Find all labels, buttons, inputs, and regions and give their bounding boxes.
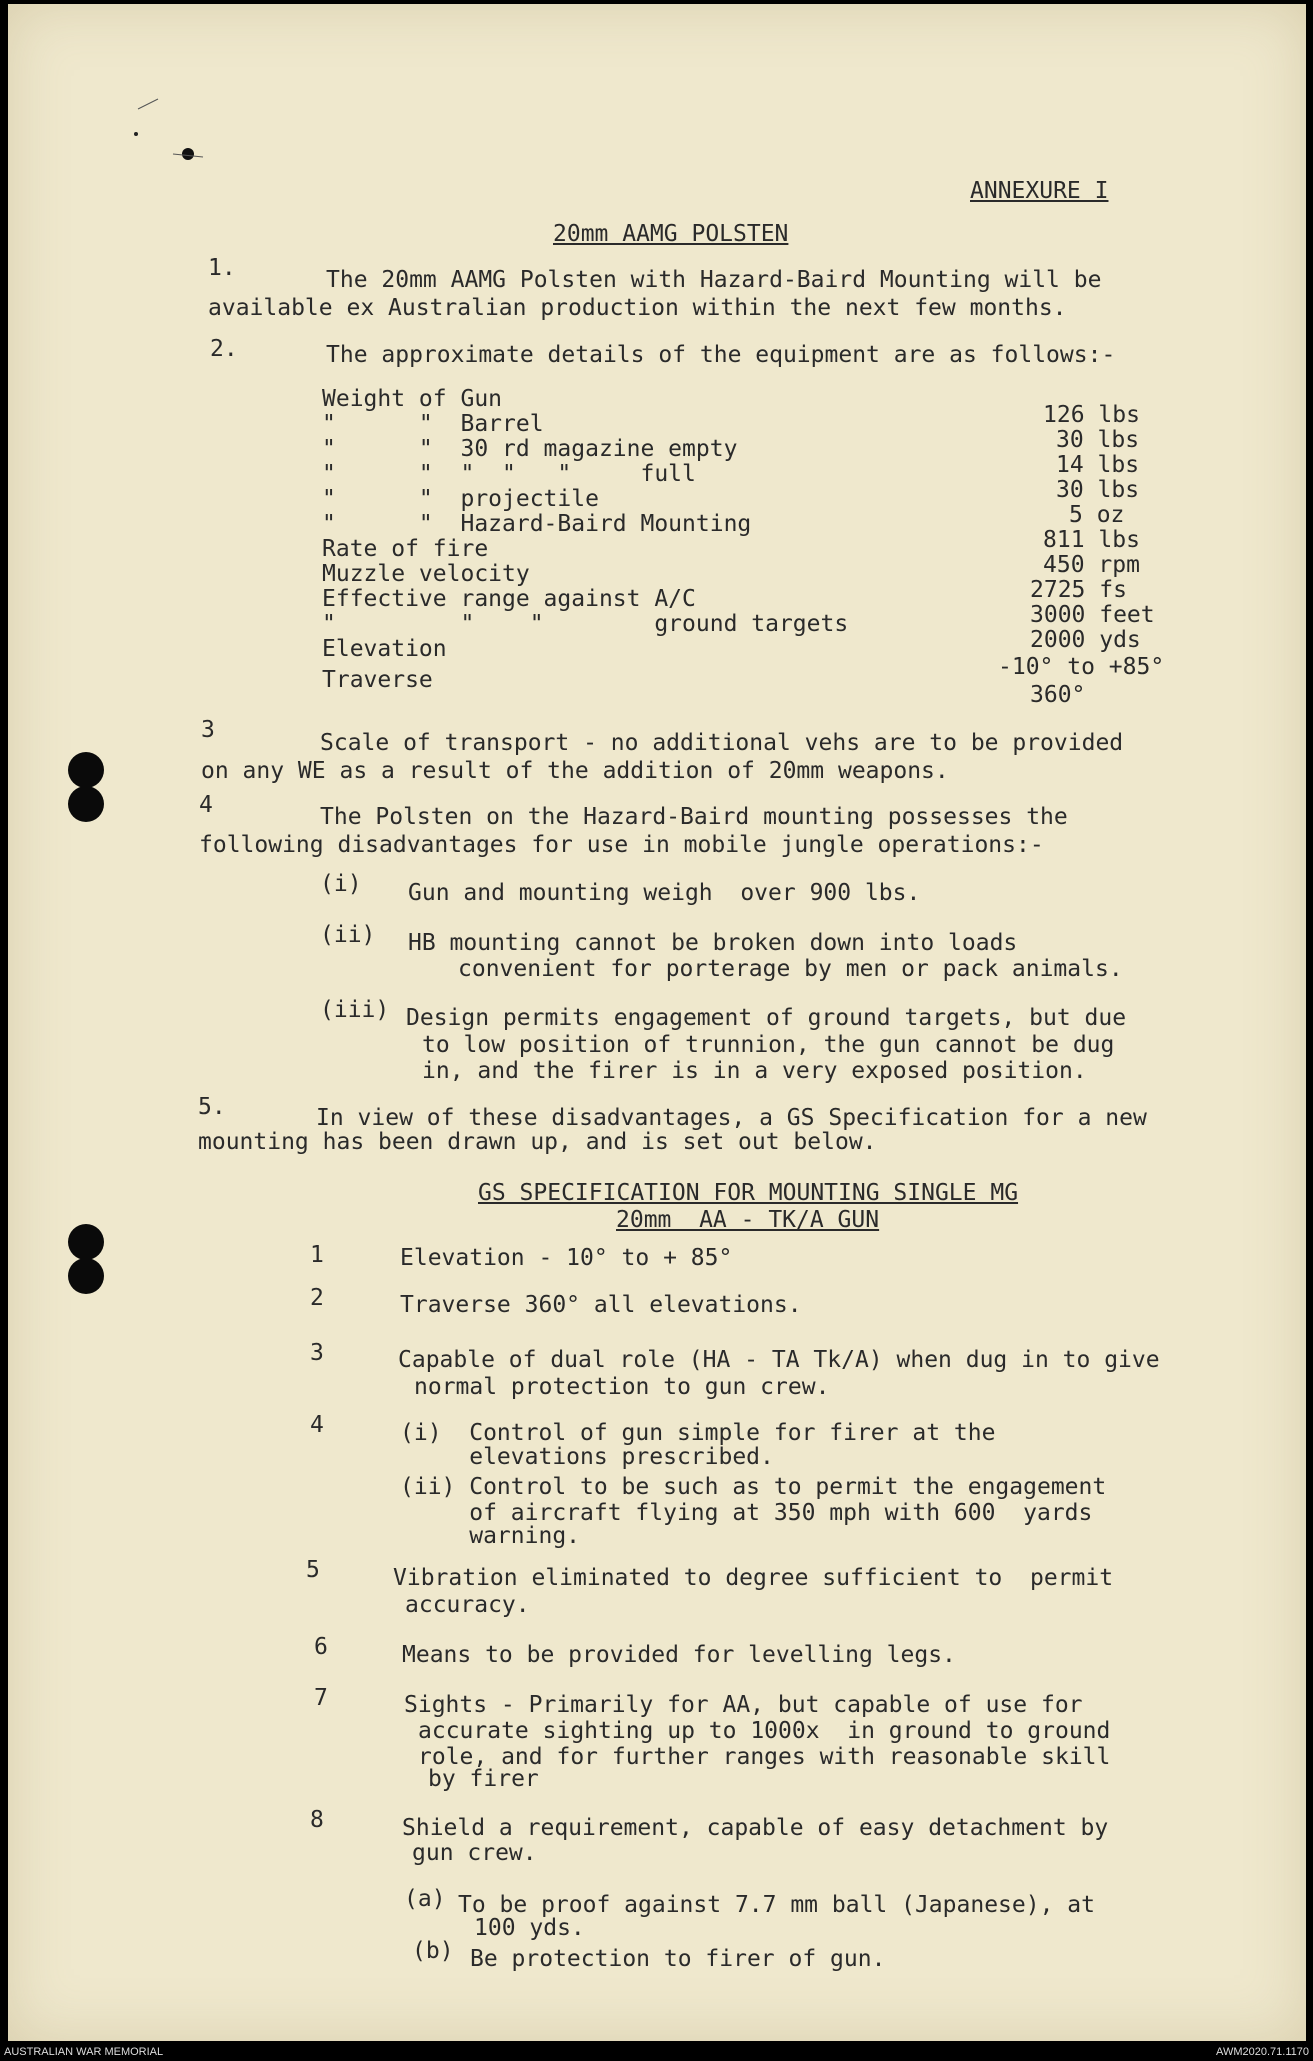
para1-line2: available ex Australian production within the next few months. [208,295,1067,321]
ink-blot-mark [118,89,258,189]
detail-label: Muzzle velocity [322,561,530,587]
spec-item-number: 4 [310,1412,324,1438]
archive-footer [0,2044,1313,2061]
shield-sub-label: (b) [412,1938,454,1964]
disadvantage-text: Design permits engagement of ground targets, but due [406,1005,1127,1031]
shield-sub-label: (a) [404,1886,446,1912]
para4-number: 4 [199,792,213,818]
punch-holes-lower [64,1224,108,1296]
detail-label: Rate of fire [322,536,489,562]
detail-value: 30 lbs [1056,477,1140,503]
disadvantage-text: in, and the firer is in a very exposed position. [422,1058,1087,1084]
spec-item-text: Sights - Primarily for AA, but capable of use for [404,1692,1083,1718]
spec-item-text: elevations prescribed. [400,1444,774,1470]
detail-value: -10° to +85° [998,654,1165,680]
detail-value: 2725 fs [1030,577,1127,603]
para1-number: 1. [208,255,236,281]
para1-line1: The 20mm AAMG Polsten with Hazard-Baird Mounting will be [326,267,1102,293]
spec-item-text: by firer [428,1766,539,1792]
para3-line2: on any WE as a result of the addition of 20mm weapons. [201,758,949,784]
detail-label: Weight of Gun [322,386,503,412]
detail-label: " " Barrel [322,411,544,437]
detail-value: 811 lbs [1043,527,1140,553]
detail-label: Elevation [322,636,447,662]
detail-value: 2000 yds [1030,627,1141,653]
para5-line2: mounting has been drawn up, and is set out below. [198,1129,877,1155]
spec-item-text: (ii) Control to be such as to permit the engagement [400,1474,1107,1500]
para4-line2: following disadvantages for use in mobile jungle operations:- [199,832,1044,858]
detail-value: 30 lbs [1056,427,1140,453]
spec-item-text: Vibration eliminated to degree sufficient to permit [393,1565,1114,1591]
detail-value: 126 lbs [1043,402,1140,428]
para2-number: 2. [210,336,238,362]
spec-item-number: 7 [314,1685,328,1711]
detail-label: " " " ground targets [322,611,849,637]
footer-archive-name: AUSTRALIAN WAR MEMORIAL [4,2046,164,2058]
para2-intro: The approximate details of the equipment are as follows:- [326,342,1116,368]
spec-item-text: Capable of dual role (HA - TA Tk/A) when dug in to give [398,1347,1160,1373]
document-page [8,4,1306,2041]
spec-item-text: Shield a requirement, capable of easy detachment by [402,1815,1109,1841]
disadvantage-text: to low position of trunnion, the gun cannot be dug [422,1032,1115,1058]
spec-item-text: warning. [400,1523,581,1549]
footer-reference-number: AWM2020.71.1170 [1216,2046,1309,2058]
detail-label: " " projectile [322,486,599,512]
spec-item-text: Means to be provided for levelling legs. [402,1642,956,1668]
spec-item-text: role, and for further ranges with reasonable skill [418,1744,1111,1770]
disadvantage-label: (i) [320,871,362,897]
disadvantage-label: (ii) [320,922,376,948]
spec-item-text: Traverse 360° all elevations. [400,1292,802,1318]
punch-hole [68,1258,104,1294]
shield-sub-text: To be proof against 7.7 mm ball (Japanese), at [458,1892,1095,1918]
disadvantage-text: Gun and mounting weigh over 900 lbs. [408,880,921,906]
para3-line1: Scale of transport - no additional vehs are to be provided [320,730,1124,756]
disadvantage-label: (iii) [320,997,390,1023]
para5-number: 5. [198,1094,226,1120]
detail-value: 14 lbs [1056,452,1140,478]
punch-holes-upper [64,752,108,824]
spec-item-text: gun crew. [412,1840,537,1866]
para3-number: 3 [201,717,215,743]
detail-value: 5 oz [1069,502,1125,528]
punch-hole [68,786,104,822]
punch-hole [68,1224,104,1260]
spec-subheading: 20mm AA - TK/A GUN [616,1207,880,1233]
annexure-label: ANNEXURE I [970,178,1109,204]
spec-heading: GS SPECIFICATION FOR MOUNTING SINGLE MG [478,1180,1019,1206]
shield-sub-text: Be protection to firer of gun. [470,1946,886,1972]
detail-value: 3000 feet [1030,602,1155,628]
spec-item-number: 5 [306,1557,320,1583]
spec-item-number: 3 [310,1340,324,1366]
para5-line1: In view of these disadvantages, a GS Specification for a new [316,1105,1147,1131]
spec-item-text: normal protection to gun crew. [414,1374,830,1400]
spec-item-text: (i) Control of gun simple for firer at the [400,1420,996,1446]
detail-label: " " " " " full [322,461,696,487]
disadvantage-text: HB mounting cannot be broken down into loads [408,930,1018,956]
spec-item-number: 1 [310,1242,324,1268]
detail-label: Effective range against A/C [322,586,696,612]
para4-line1: The Polsten on the Hazard-Baird mounting possesses the [320,804,1068,830]
detail-value: 360° [1030,682,1086,708]
shield-sub-text: 100 yds. [474,1915,585,1941]
spec-item-number: 2 [310,1285,324,1311]
detail-label: " " Hazard-Baird Mounting [322,511,752,537]
spec-item-text: of aircraft flying at 350 mph with 600 yards [400,1500,1093,1526]
detail-label: Traverse [322,667,433,693]
spec-item-number: 6 [314,1634,328,1660]
spec-item-text: Elevation - 10° to + 85° [400,1245,733,1271]
page-title: 20mm AAMG POLSTEN [553,221,789,247]
disadvantage-text: convenient for porterage by men or pack animals. [458,956,1123,982]
spec-item-text: accuracy. [405,1592,530,1618]
detail-value: 450 rpm [1043,552,1140,578]
punch-hole [68,752,104,788]
detail-label: " " 30 rd magazine empty [322,436,738,462]
spec-item-text: accurate sighting up to 1000x in ground to ground [418,1718,1111,1744]
spec-item-number: 8 [310,1807,324,1833]
